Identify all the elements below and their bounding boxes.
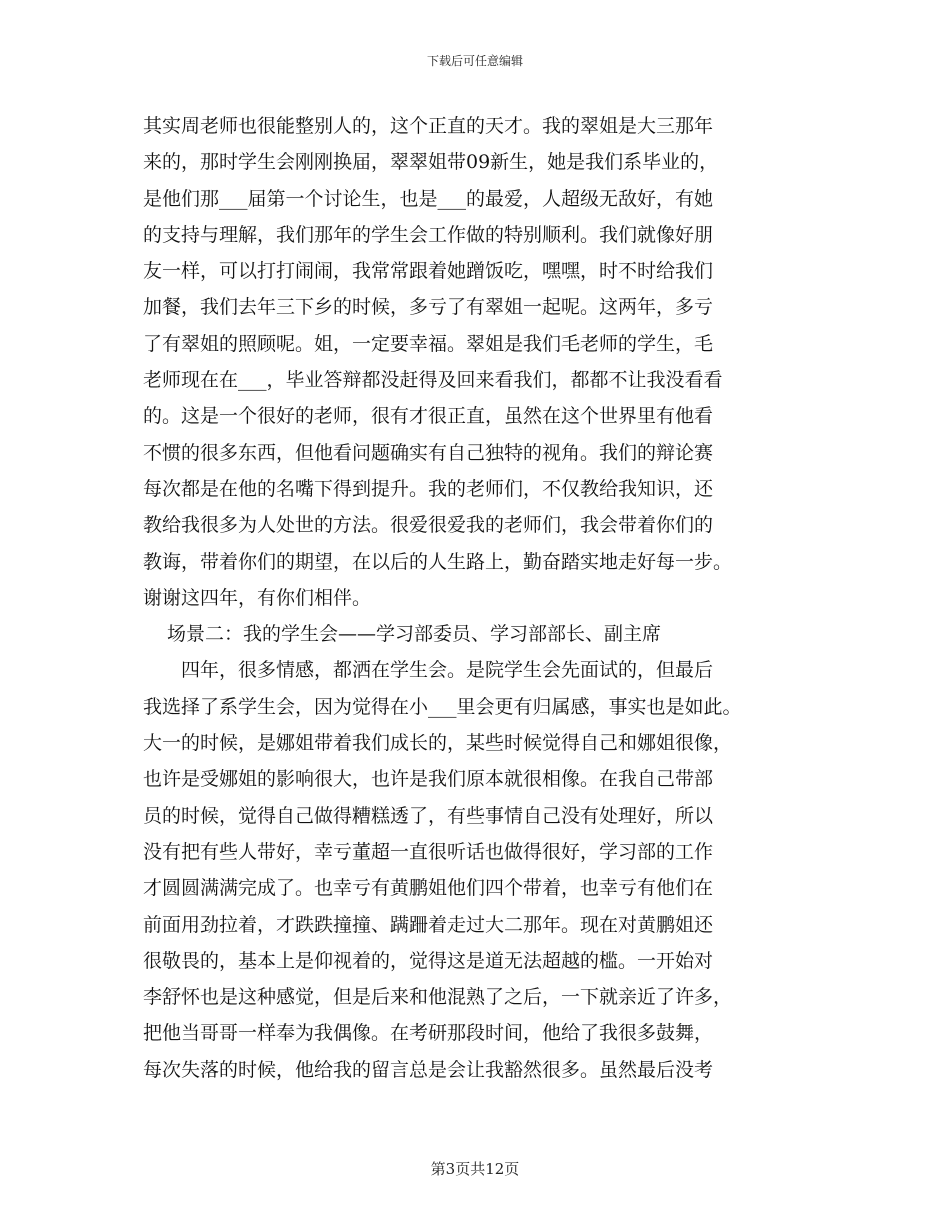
text-line: 教给我很多为人处世的方法。很爱很爱我的老师们，我会带着你们的 bbox=[143, 514, 714, 537]
document-body bbox=[143, 108, 823, 1088]
text-line: 了有翠姐的照顾呢。姐，一定要幸福。翠姐是我们毛老师的学生，毛 bbox=[143, 332, 714, 355]
page-number: 第3页共12页 bbox=[430, 1160, 520, 1178]
text-line: 的支持与理解，我们那年的学生会工作做的特别顺利。我们就像好朋 bbox=[143, 223, 714, 246]
text-line: 我选择了系学生会，因为觉得在小___里会更有归属感，事实也是如此。 bbox=[143, 695, 742, 718]
text-line: 员的时候，觉得自己做得糟糕透了，有些事情自己没有处理好，所以 bbox=[143, 804, 714, 827]
text-line: 很敬畏的，基本上是仰视着的，觉得这是道无法超越的槛。一开始对 bbox=[143, 949, 714, 972]
text-line: 才圆圆满满完成了。也幸亏有黄鹏姐他们四个带着，也幸亏有他们在 bbox=[143, 877, 714, 900]
text-line: 也许是受娜姐的影响很大，也许是我们原本就很相像。在我自己带部 bbox=[143, 768, 714, 791]
text-line: 是他们那___届第一个讨论生，也是___的最爱，人超级无敌好，有她 bbox=[143, 187, 714, 210]
text-line: 教诲，带着你们的期望，在以后的人生路上，勤奋踏实地走好每一步。 bbox=[143, 550, 733, 573]
text-line: 每次都是在他的名嘴下得到提升。我的老师们，不仅教给我知识，还 bbox=[143, 477, 714, 500]
text-line: 的。这是一个很好的老师，很有才很正直，虽然在这个世界里有他看 bbox=[143, 405, 714, 428]
text-line: 不惯的很多东西，但他看问题确实有自己独特的视角。我们的辩论赛 bbox=[143, 441, 714, 464]
page-header: 下载后可任意编辑 bbox=[426, 54, 523, 68]
text-line: 前面用劲拉着，才跌跌撞撞、蹒跚着走过大二那年。现在对黄鹏姐还 bbox=[143, 913, 714, 936]
text-line: 把他当哥哥一样奉为我偶像。在考研那段时间，他给了我很多鼓舞， bbox=[143, 1022, 714, 1045]
text-line: 老师现在在___，毕业答辩都没赶得及回来看我们，都都不让我没看看 bbox=[143, 369, 723, 392]
text-line: 友一样，可以打打闹闹，我常常跟着她蹭饭吃，嘿嘿，时不时给我们 bbox=[143, 260, 714, 283]
text-line: 大一的时候，是娜姐带着我们成长的，某些时候觉得自己和娜姐很像， bbox=[143, 732, 733, 755]
paragraph-start-line: 四年，很多情感，都洒在学生会。是院学生会先面试的，但最后 bbox=[181, 659, 714, 682]
text-line: 其实周老师也很能整别人的，这个正直的天才。我的翠姐是大三那年 bbox=[143, 115, 714, 137]
text-line: 来的，那时学生会刚刚换届，翠翠姐带09新生，她是我们系毕业的， bbox=[143, 151, 719, 174]
text-line: 没有把有些人带好，幸亏董超一直很听话也做得很好，学习部的工作 bbox=[143, 840, 714, 863]
section-heading: 场景二：我的学生会——学习部委员、学习部部长、副主席 bbox=[167, 623, 662, 646]
text-line: 李舒怀也是这种感觉，但是后来和他混熟了之后，一下就亲近了许多， bbox=[143, 986, 733, 1009]
text-line: 谢谢这四年，有你们相伴。 bbox=[143, 586, 372, 609]
text-line: 每次失落的时候，他给我的留言总是会让我豁然很多。虽然最后没考 bbox=[143, 1058, 714, 1081]
text-line: 加餐，我们去年三下乡的时候，多亏了有翠姐一起呢。这两年，多亏 bbox=[143, 296, 714, 319]
